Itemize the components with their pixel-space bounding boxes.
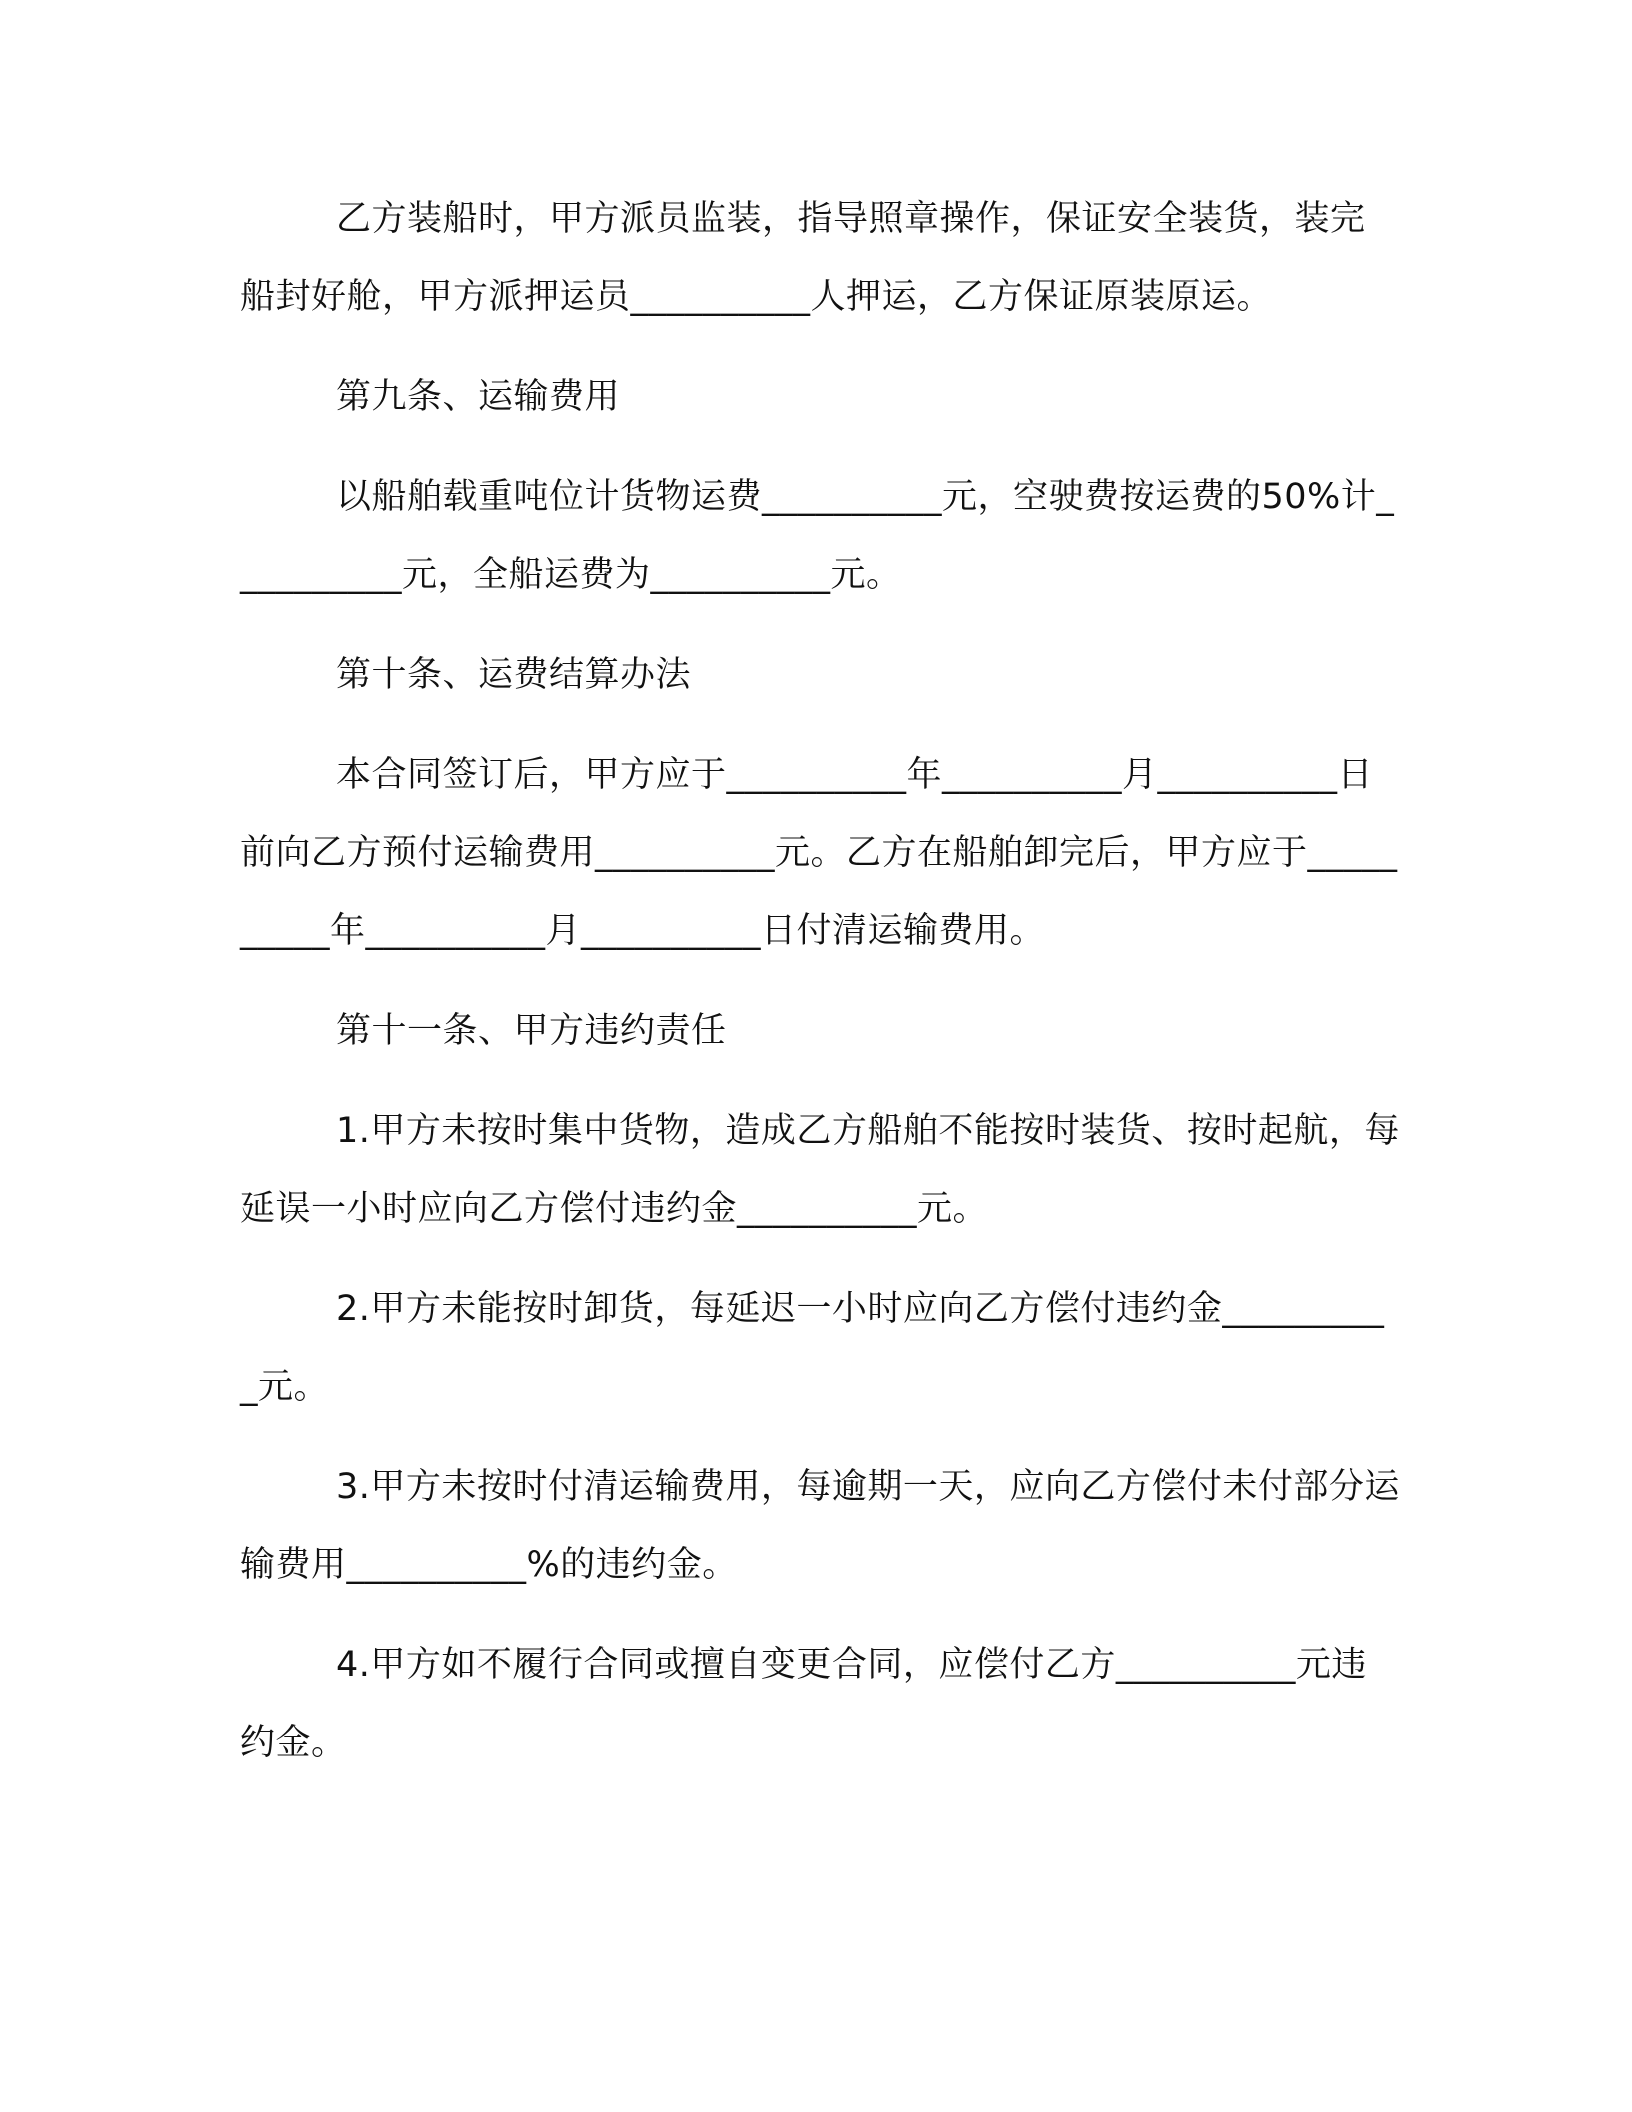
paragraph-liability-1: 1.甲方未按时集中货物，造成乙方船舶不能按时装货、按时起航，每延误一小时应向乙方偿付违约金__________元。 — [240, 1111, 1400, 1229]
heading-article-10: 第十条、运费结算办法 — [336, 655, 692, 695]
paragraph-loading-supervision: 乙方装船时，甲方派员监装，指导照章操作，保证安全装货，装完船封好舱，甲方派押运员__________人押运，乙方保证原装原运。 — [240, 199, 1366, 317]
document-body — [240, 180, 1400, 1782]
paragraph-settlement: 本合同签订后，甲方应于__________年__________月__________日前向乙方预付运输费用__________元。乙方在船舶卸完后，甲方应于__________年__________月__________日付清运输费用。 — [240, 755, 1398, 951]
heading-article-11: 第十一条、甲方违约责任 — [336, 1011, 727, 1051]
paragraph-liability-4: 4.甲方如不履行合同或擅自变更合同，应偿付乙方__________元违约金。 — [240, 1645, 1367, 1763]
paragraph-freight-cost: 以船舶载重吨位计货物运费__________元，空驶费按运费的50%计__________元，全船运费为__________元。 — [240, 477, 1395, 595]
paragraph-liability-2: 2.甲方未能按时卸货，每延迟一小时应向乙方偿付违约金__________元。 — [240, 1289, 1385, 1407]
paragraph-liability-3: 3.甲方未按时付清运输费用，每逾期一天，应向乙方偿付未付部分运输费用__________%的违约金。 — [240, 1467, 1400, 1585]
heading-article-9: 第九条、运输费用 — [336, 377, 621, 417]
